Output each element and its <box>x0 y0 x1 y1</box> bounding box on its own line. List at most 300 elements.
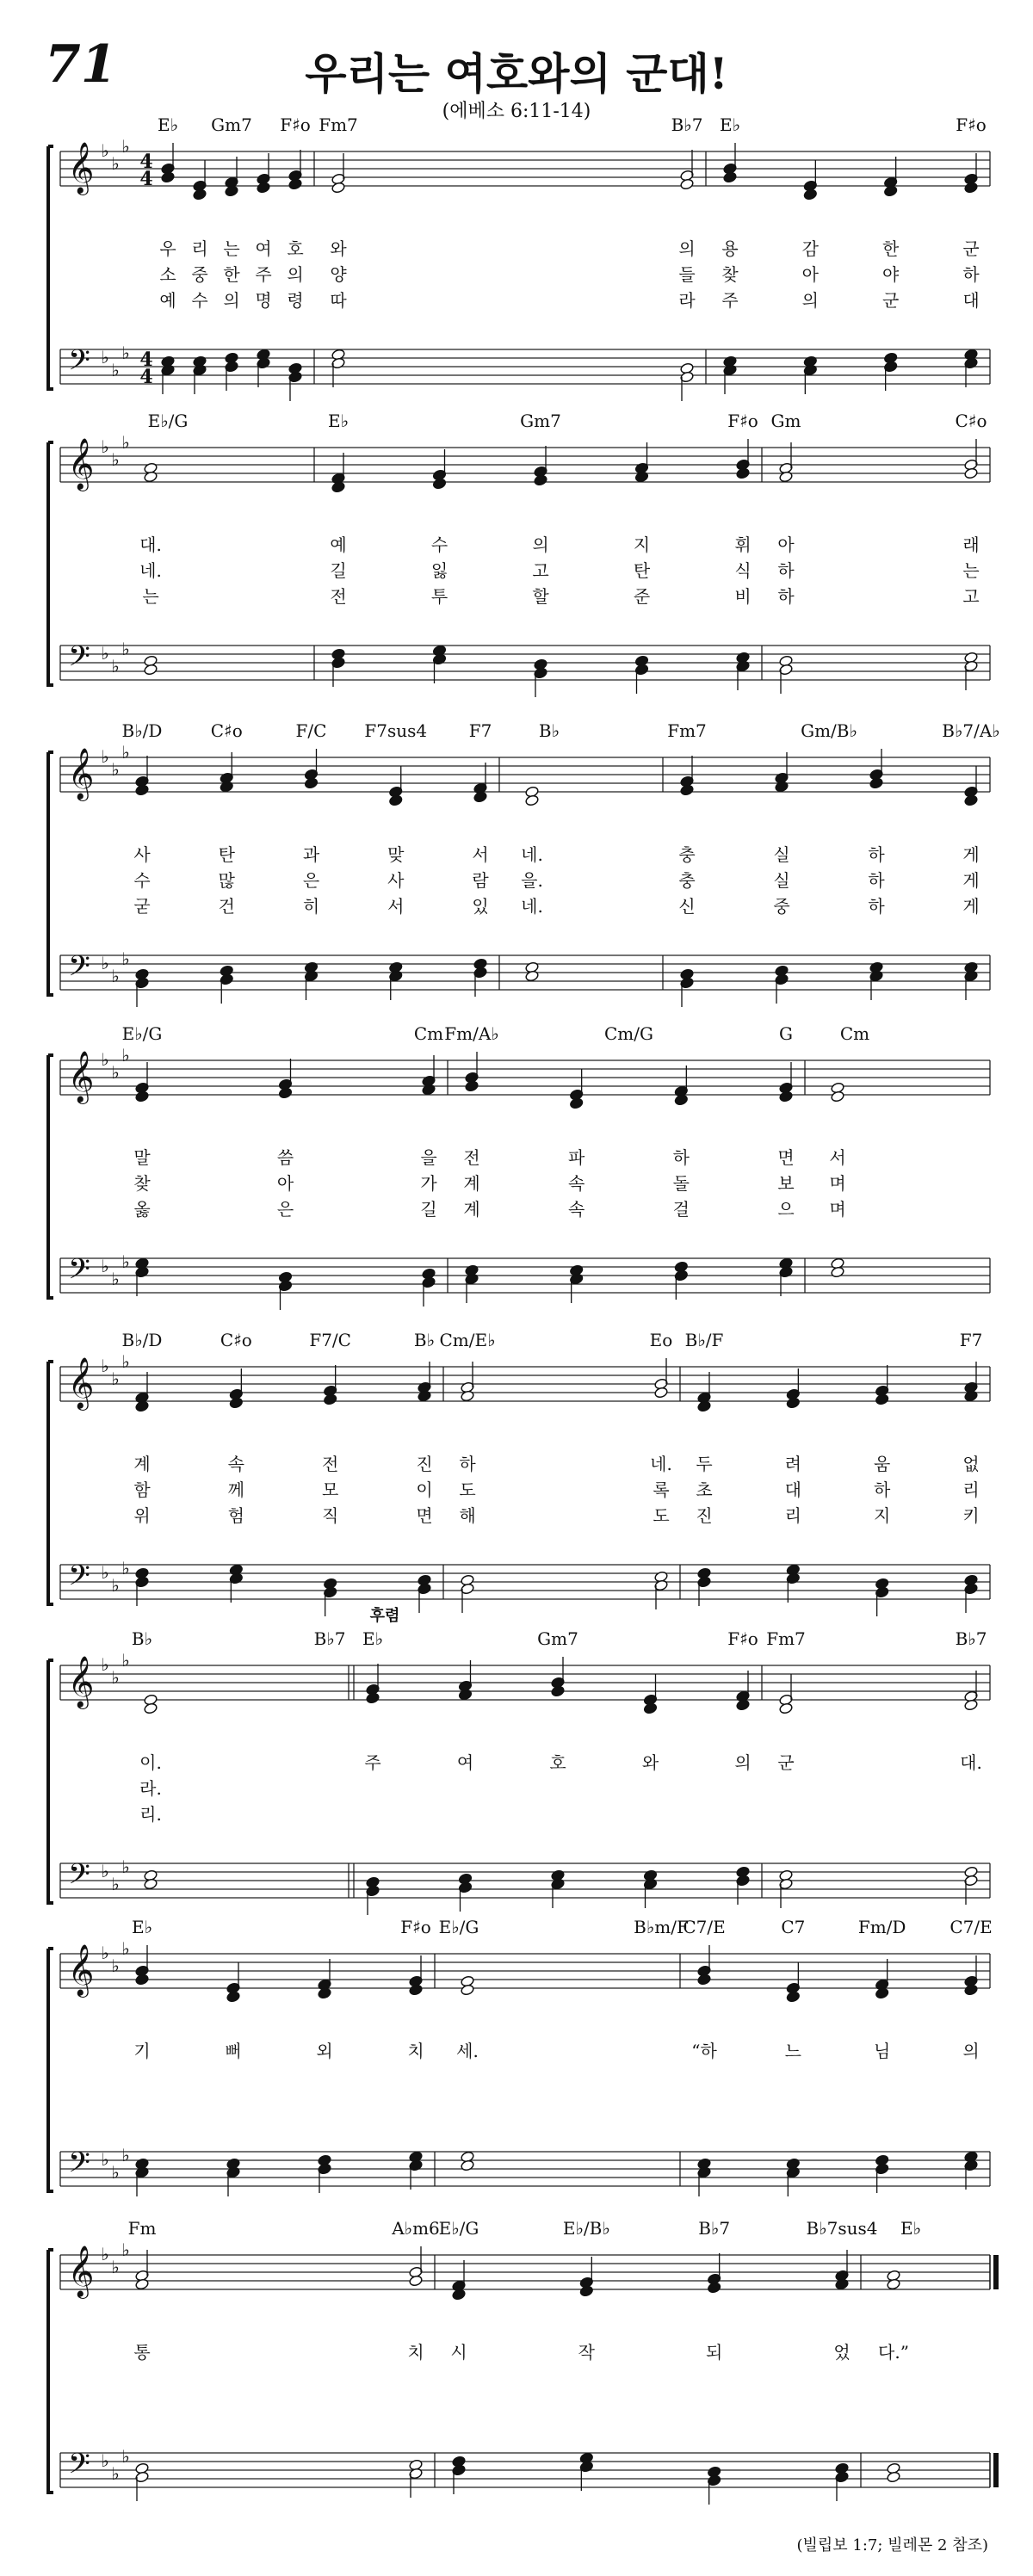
lyric-syllable: 의 <box>532 534 549 555</box>
lyric-syllable: 리. <box>139 1804 162 1825</box>
lyric-syllable: 면 <box>777 1147 795 1168</box>
lyric-syllable: 작 <box>578 2342 595 2363</box>
chord-symbol: Fm/A♭ <box>444 1023 499 1044</box>
lyric-syllable: 은 <box>276 1199 294 1220</box>
notehead <box>144 471 158 483</box>
lyric-syllable: 한 <box>882 238 900 259</box>
notehead <box>875 1393 889 1405</box>
notehead <box>680 178 695 190</box>
lyric-syllable: 을 <box>420 1147 437 1168</box>
chord-symbol: F7/C <box>309 1330 351 1350</box>
chord-symbol: B♭m/F <box>634 1917 689 1937</box>
notehead <box>883 185 898 197</box>
notehead <box>875 1987 889 1999</box>
lyric-syllable: 호 <box>549 1752 566 1773</box>
lyric-syllable: 건 <box>218 896 235 917</box>
notehead <box>534 474 548 486</box>
chord-symbol: Gm <box>770 411 801 431</box>
lyric-syllable: 었 <box>833 2342 851 2363</box>
chord-symbol: B♭ <box>538 720 560 741</box>
lyric-syllable: 지 <box>633 534 651 555</box>
system-2 <box>48 411 990 697</box>
flat-icon: ♭ <box>121 136 130 157</box>
refrain-label: 후렴 <box>369 1607 400 1625</box>
chord-symbol: E♭ <box>327 411 349 431</box>
chord-symbol: Fm/D <box>857 1917 906 1937</box>
treble-staff <box>60 1650 990 1709</box>
lyric-syllable: 아 <box>801 264 819 285</box>
notehead <box>144 1702 158 1714</box>
flat-icon: ♭ <box>111 1667 120 1688</box>
notehead <box>869 777 884 789</box>
bass-clef-icon: 𝄢 <box>68 344 90 384</box>
time-signature-top: 4 <box>139 349 153 371</box>
lyric-syllable: 외 <box>316 2041 333 2061</box>
lyric-syllable: 휘 <box>734 534 752 555</box>
measure <box>771 411 990 694</box>
notehead <box>831 1266 845 1278</box>
lyric-syllable: 계 <box>463 1199 480 1220</box>
flat-icon: ♭ <box>121 1251 130 1272</box>
lyric-syllable: 따 <box>330 290 347 311</box>
chord-symbol: Fm7 <box>319 114 358 135</box>
lyric-syllable: 전 <box>463 1147 480 1168</box>
lyric-syllable: 함 <box>133 1480 151 1500</box>
measure <box>878 2218 999 2487</box>
lyric-syllable: 고 <box>532 560 549 581</box>
lyric-syllable: 시 <box>450 2342 467 2363</box>
lyric-syllable: 길 <box>330 560 347 581</box>
notehead <box>964 1390 979 1402</box>
notehead <box>835 2278 850 2290</box>
lyric-syllable: 래 <box>962 534 980 555</box>
lyric-syllable: 령 <box>287 290 304 311</box>
flat-icon: ♭ <box>101 1861 109 1881</box>
chord-symbol: Gm/B♭ <box>801 720 857 741</box>
lyric-syllable: 뻐 <box>225 2041 242 2061</box>
flat-icon: ♭ <box>111 759 120 780</box>
lyric-syllable: 중 <box>773 896 790 917</box>
lyric-syllable: 되 <box>706 2342 723 2363</box>
flat-icon: ♭ <box>101 2149 109 2170</box>
bass-staff <box>60 948 990 990</box>
notehead <box>964 794 979 806</box>
lyric-syllable: “하 <box>691 2041 717 2061</box>
chord-symbol: C♯o <box>955 411 987 431</box>
chord-symbol: E♭/G <box>438 1917 479 1937</box>
notehead <box>551 1685 566 1697</box>
scripture-reference: (에베소 6:11-14) <box>442 101 591 122</box>
notehead <box>452 2289 467 2301</box>
lyric-syllable: 과 <box>302 844 320 865</box>
notehead <box>674 1094 689 1106</box>
chord-symbol: B♭ <box>131 1628 153 1649</box>
lyric-syllable: 록 <box>653 1480 670 1500</box>
lyric-syllable: 라. <box>139 1778 162 1799</box>
final-barline <box>993 2453 999 2487</box>
notehead <box>135 1400 150 1412</box>
lyric-syllable: 며 <box>829 1173 846 1194</box>
treble-clef-icon: 𝄞 <box>67 748 95 800</box>
notehead <box>144 664 158 676</box>
lyric-syllable: 하 <box>868 896 885 917</box>
notehead <box>135 2278 150 2290</box>
system-bracket <box>48 1660 53 1903</box>
lyric-syllable: 보 <box>777 1173 795 1194</box>
chord-symbol: Cm <box>413 1023 444 1044</box>
flat-icon: ♭ <box>111 656 120 676</box>
notehead <box>226 1991 241 2003</box>
notehead <box>887 2278 901 2290</box>
chord-symbol: F♯o <box>280 114 311 135</box>
lyric-syllable: 아 <box>777 534 795 555</box>
lyric-syllable: 의 <box>223 290 240 311</box>
chord-symbol: F♯o <box>727 411 758 431</box>
notehead <box>257 182 271 194</box>
lyric-syllable: 두 <box>696 1454 713 1474</box>
notehead <box>579 2285 594 2297</box>
flat-icon: ♭ <box>121 1856 130 1877</box>
notehead <box>634 471 649 483</box>
lyric-syllable: 굳 <box>133 896 151 917</box>
lyric-syllable: 다.” <box>878 2342 909 2363</box>
flat-icon: ♭ <box>111 1955 120 1976</box>
lyric-syllable: 진 <box>696 1505 713 1526</box>
flat-icon: ♭ <box>101 2244 109 2264</box>
treble-clef-icon: 𝄞 <box>67 1944 95 1996</box>
lyric-syllable: 하 <box>777 560 795 581</box>
flat-icon: ♭ <box>101 1562 109 1583</box>
notehead <box>323 1393 337 1405</box>
lyric-syllable: 실 <box>773 844 790 865</box>
lyric-syllable: 네. <box>650 1454 672 1474</box>
lyric-syllable: 호 <box>287 238 304 259</box>
lyric-syllable: 없 <box>962 1454 980 1474</box>
lyric-syllable: 예 <box>330 534 347 555</box>
notehead <box>964 182 979 194</box>
lyric-syllable: 해 <box>459 1505 476 1526</box>
chord-symbol: C7 <box>781 1917 806 1937</box>
lyric-syllable: 는 <box>962 560 980 581</box>
notehead <box>736 1699 751 1711</box>
hymn-title: 우리는 여호와의 군대! <box>305 48 728 99</box>
notehead <box>304 777 319 789</box>
lyric-syllable: 주 <box>255 264 272 285</box>
notehead <box>723 171 738 183</box>
lyric-syllable: 사 <box>133 844 151 865</box>
notehead <box>458 1689 473 1701</box>
lyric-syllable: 서 <box>829 1147 846 1168</box>
chord-symbol: F♯o <box>956 114 987 135</box>
flat-icon: ♭ <box>121 1351 130 1372</box>
lyric-syllable: 키 <box>962 1505 980 1526</box>
lyric-syllable: 준 <box>633 586 651 607</box>
lyric-syllable: 험 <box>227 1505 244 1526</box>
chord-symbol: F♯o <box>727 1628 758 1649</box>
chord-symbol: B♭7 <box>313 1628 346 1649</box>
lyric-syllable: 우 <box>159 238 176 259</box>
lyric-syllable: 라 <box>678 290 696 311</box>
lyric-syllable: 여 <box>255 238 272 259</box>
lyric-syllable: 와 <box>330 238 347 259</box>
bass-clef-icon: 𝄢 <box>68 640 90 680</box>
flat-icon: ♭ <box>121 1938 130 1959</box>
lyric-syllable: 충 <box>678 870 696 891</box>
lyric-syllable: 고 <box>962 586 980 607</box>
notehead <box>786 1397 801 1409</box>
lyric-syllable: 은 <box>302 870 320 891</box>
chord-symbol: B♭/D <box>121 1330 163 1350</box>
notehead <box>964 1984 979 1996</box>
lyric-syllable: 전 <box>330 586 347 607</box>
lyric-syllable: 의 <box>801 290 819 311</box>
lyric-syllable: 하 <box>459 1454 476 1474</box>
measure <box>720 114 990 394</box>
lyric-syllable: 는 <box>223 238 240 259</box>
notehead <box>193 188 207 201</box>
flat-icon: ♭ <box>121 2446 130 2467</box>
notehead <box>135 1974 150 1986</box>
lyric-syllable: 치 <box>407 2041 424 2061</box>
lyric-syllable: 찾 <box>133 1173 151 1194</box>
flat-icon: ♭ <box>111 1874 120 1894</box>
lyric-syllable: 는 <box>142 586 159 607</box>
lyric-syllable: 걸 <box>672 1199 690 1220</box>
chord-symbol: E♭ <box>362 1628 384 1649</box>
lyric-syllable: 속 <box>568 1199 585 1220</box>
notehead <box>525 970 540 982</box>
measure <box>829 1023 990 1293</box>
system-bracket <box>48 2250 53 2493</box>
lyric-syllable: 께 <box>227 1480 244 1500</box>
flat-icon: ♭ <box>121 343 130 363</box>
treble-staff <box>60 1351 990 1411</box>
system-1 <box>48 114 990 401</box>
notehead <box>409 2275 424 2287</box>
notehead <box>331 481 346 493</box>
flat-icon: ♭ <box>101 140 109 161</box>
notehead <box>388 794 403 806</box>
lyric-syllable: 탄 <box>218 844 235 865</box>
lyric-syllable: 수 <box>133 870 151 891</box>
lyric-syllable: 기 <box>133 2041 151 2061</box>
hymn-number: 71 <box>45 34 117 95</box>
lyric-syllable: 씀 <box>276 1147 294 1168</box>
lyric-syllable: 대 <box>962 290 980 311</box>
notehead <box>964 467 979 479</box>
lyric-syllable: 수 <box>430 534 448 555</box>
flat-icon: ♭ <box>101 347 109 368</box>
flat-icon: ♭ <box>111 966 120 986</box>
measure <box>766 1628 990 1908</box>
lyric-syllable: 용 <box>721 238 739 259</box>
notehead <box>225 185 239 197</box>
notehead <box>654 1387 669 1399</box>
flat-icon: ♭ <box>111 153 120 174</box>
system-bracket <box>48 442 53 685</box>
lyric-syllable: 충 <box>678 844 696 865</box>
flat-icon: ♭ <box>101 436 109 457</box>
chord-symbol: C7/E <box>683 1917 726 1937</box>
lyric-syllable: 와 <box>641 1752 659 1773</box>
lyric-syllable: 님 <box>874 2041 891 2061</box>
notehead <box>366 1692 380 1704</box>
measure <box>444 1023 805 1303</box>
flat-icon: ♭ <box>121 1650 130 1671</box>
notehead <box>775 781 789 793</box>
lyric-syllable: 말 <box>133 1147 151 1168</box>
notehead <box>409 1984 424 1996</box>
lyric-syllable: 중 <box>191 264 208 285</box>
flat-icon: ♭ <box>121 432 130 453</box>
lyric-syllable: 잃 <box>430 560 448 581</box>
lyric-syllable: 옳 <box>133 1199 151 1220</box>
chord-symbol: E♭ <box>719 114 741 135</box>
treble-staff <box>60 742 990 801</box>
chord-symbol: Fm <box>127 2218 157 2239</box>
chord-symbol: B♭ <box>413 1330 436 1350</box>
notehead <box>461 1984 475 1996</box>
treble-clef-icon: 𝄞 <box>67 1357 95 1409</box>
flat-icon: ♭ <box>101 2450 109 2471</box>
lyric-syllable: 리 <box>191 238 208 259</box>
chord-symbol: E♭ <box>131 1917 153 1937</box>
bass-staff <box>60 1251 990 1293</box>
lyric-syllable: 하 <box>874 1480 891 1500</box>
chord-symbol: E♭/G <box>147 411 189 431</box>
notehead <box>432 478 447 490</box>
system-5 <box>48 1330 990 1616</box>
chord-symbol: E♭ <box>157 114 179 135</box>
lyric-syllable: 진 <box>416 1454 433 1474</box>
bass-staff <box>60 1558 990 1599</box>
chord-symbol: Fm7 <box>667 720 707 741</box>
time-signature-top: 4 <box>139 151 153 173</box>
notehead <box>135 784 150 796</box>
chord-symbol: C♯o <box>220 1330 252 1350</box>
flat-icon: ♭ <box>121 2145 130 2165</box>
system-bracket <box>48 752 53 995</box>
notehead <box>786 1991 801 2003</box>
flat-icon: ♭ <box>111 1062 120 1083</box>
lyric-syllable: 네. <box>521 844 543 865</box>
lyric-syllable: 있 <box>472 896 489 917</box>
notehead <box>465 1080 479 1092</box>
lyric-syllable: 투 <box>430 586 448 607</box>
chord-symbol: E♭ <box>900 2218 922 2239</box>
bass-clef-icon: 𝄢 <box>68 2147 90 2186</box>
final-barline <box>993 2255 999 2289</box>
chord-symbol: Fm7 <box>766 1628 806 1649</box>
lyric-syllable: 찾 <box>721 264 739 285</box>
notehead <box>220 781 234 793</box>
chord-symbol: Gm7 <box>520 411 561 431</box>
time-signature-bottom: 4 <box>139 366 153 388</box>
flat-icon: ♭ <box>101 643 109 664</box>
lyric-syllable: 하 <box>868 844 885 865</box>
notehead <box>161 171 176 183</box>
chord-symbol: B♭7 <box>955 1628 987 1649</box>
treble-clef-icon: 𝄞 <box>67 2246 95 2297</box>
lyric-syllable: 세. <box>456 2041 479 2061</box>
bass-clef-icon: 𝄢 <box>68 1253 90 1293</box>
lyric-syllable: 수 <box>191 290 208 311</box>
chord-symbol: C7/E <box>949 1917 993 1937</box>
chord-symbol: E♭/G <box>121 1023 163 1044</box>
lyric-syllable: 계 <box>133 1454 151 1474</box>
system-bracket <box>48 146 53 389</box>
chord-symbol: F♯o <box>400 1917 431 1937</box>
lyric-syllable: 여 <box>456 1752 474 1773</box>
bass-clef-icon: 𝄢 <box>68 1858 90 1898</box>
lyric-syllable: 감 <box>801 238 819 259</box>
lyric-syllable: 의 <box>962 2041 980 2061</box>
lyric-syllable: 의 <box>287 264 304 285</box>
notehead <box>318 1987 332 1999</box>
chord-symbol: Cm/G <box>604 1023 653 1044</box>
treble-clef-icon: 𝄞 <box>67 142 95 194</box>
chord-symbol: B♭/D <box>121 720 163 741</box>
lyric-syllable: 직 <box>322 1505 339 1526</box>
treble-staff <box>60 1045 990 1104</box>
lyric-syllable: 네. <box>521 896 543 917</box>
measure <box>132 1917 435 2196</box>
notehead <box>418 1390 432 1402</box>
treble-staff <box>60 1938 990 1998</box>
notehead <box>422 1084 436 1096</box>
lyric-syllable: 게 <box>962 870 980 891</box>
notehead <box>697 1400 712 1412</box>
lyric-syllable: 맞 <box>387 844 405 865</box>
chord-symbol: Cm/E♭ <box>439 1330 496 1350</box>
measure <box>439 1917 689 2186</box>
lyric-syllable: 게 <box>962 844 980 865</box>
notehead <box>461 1390 475 1402</box>
chord-symbol: C♯o <box>210 720 243 741</box>
measure <box>139 411 314 680</box>
lyric-syllable: 하 <box>672 1147 690 1168</box>
lyric-syllable: 서 <box>472 844 489 865</box>
notehead <box>779 1090 794 1103</box>
lyric-syllable: 통 <box>133 2342 151 2363</box>
bass-clef-icon: 𝄢 <box>68 2448 90 2487</box>
bass-staff <box>60 2145 990 2186</box>
measure <box>683 1917 992 2196</box>
lyric-syllable: 도 <box>653 1505 670 1526</box>
lyric-syllable: 하 <box>868 870 885 891</box>
lyric-syllable: 속 <box>568 1173 585 1194</box>
notehead <box>525 794 540 806</box>
lyric-syllable: 탄 <box>633 560 651 581</box>
lyric-syllable: 하 <box>962 264 980 285</box>
lyric-syllable: 사 <box>387 870 405 891</box>
flat-icon: ♭ <box>121 639 130 659</box>
lyric-syllable: 히 <box>302 896 320 917</box>
measure <box>132 1606 399 1898</box>
notehead <box>643 1702 658 1714</box>
chord-symbol: A♭m6 <box>392 2218 440 2239</box>
lyric-syllable: 명 <box>255 290 272 311</box>
chord-symbol: B♭7sus4 <box>806 2218 878 2239</box>
lyric-syllable: 대 <box>784 1480 801 1500</box>
lyric-syllable: 비 <box>734 586 752 607</box>
lyric-syllable: 으 <box>777 1199 795 1220</box>
lyric-syllable: 많 <box>218 870 235 891</box>
lyric-syllable: 돌 <box>672 1173 690 1194</box>
notehead <box>707 2282 721 2294</box>
flat-icon: ♭ <box>101 1356 109 1376</box>
lyric-syllable: 이 <box>416 1480 433 1500</box>
